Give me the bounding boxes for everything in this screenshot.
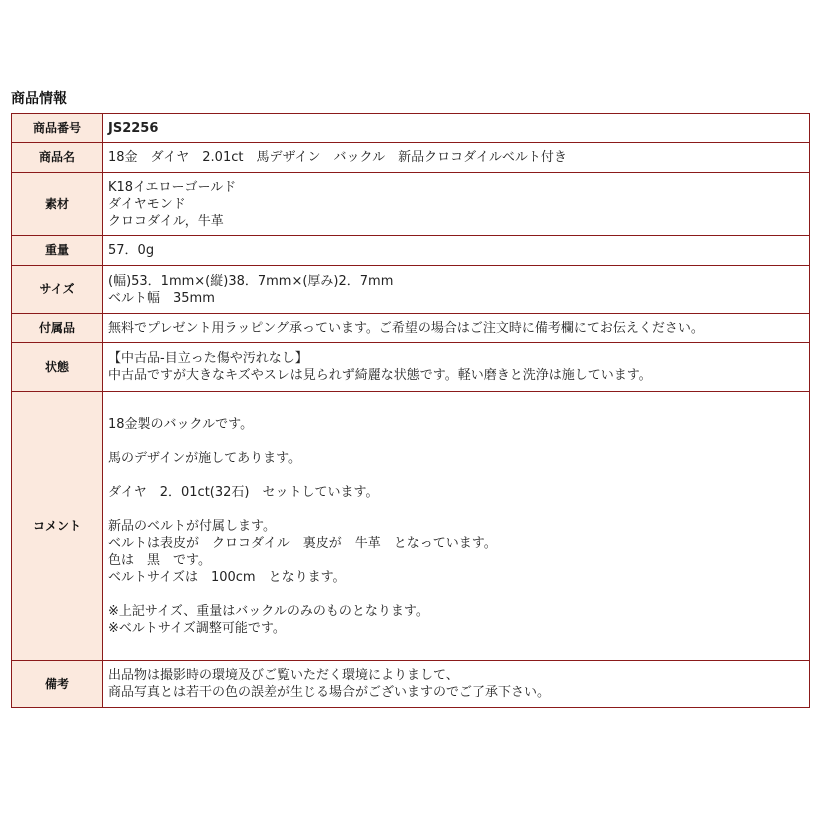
condition-line: 【中古品-目立った傷や汚れなし】: [108, 351, 308, 366]
comment-value: [103, 392, 810, 661]
accessories-label: 付属品: [12, 314, 103, 343]
remarks-value: [103, 661, 810, 708]
weight-value: 57．0g: [103, 236, 810, 266]
material-label: 素材: [12, 173, 103, 236]
comment-label: コメント: [12, 392, 103, 661]
comment-line: ベルトは表皮が クロコダイル 裏皮が 牛革 となっています。: [108, 535, 497, 551]
condition-line: 中古品ですが大きなキズやスレは見られず綺麗な状態です。軽い磨きと洗浄は施しています。: [108, 368, 652, 383]
comment-line: 馬のデザインが施してあります。: [108, 450, 302, 466]
accessories-value: 無料でプレゼント用ラッピング承っています。ご希望の場合はご注文時に備考欄にてお伝えください。: [103, 314, 810, 343]
comment-line: ※ベルトサイズ調整可能です。: [108, 620, 286, 636]
comment-line: 18金製のバックルです。: [108, 416, 254, 432]
comment-line: ダイヤ 2．01ct(32石) セットしています。: [108, 484, 379, 500]
product-number-label: 商品番号: [12, 114, 103, 143]
row-condition: [12, 343, 810, 392]
section-title: 商品情報: [11, 91, 67, 107]
comment-line: ※上記サイズ、重量はバックルのみのものとなります。: [108, 603, 429, 619]
row-weight: [12, 236, 810, 266]
product-name-label: 商品名: [12, 143, 103, 173]
row-accessories: [12, 314, 810, 343]
condition-value: [103, 343, 810, 392]
product-name-value: 18金 ダイヤ 2.01ct 馬デザイン バックル 新品クロコダイルベルト付き: [103, 143, 810, 173]
product-number-value: JS2256: [103, 114, 810, 143]
comment-spacer: [108, 467, 805, 484]
row-remarks: [12, 661, 810, 708]
size-value: [103, 266, 810, 314]
product-info-table: [11, 113, 810, 708]
remarks-line: 商品写真とは若干の色の誤差が生じる場合がございますのでご了承下さい。: [108, 685, 551, 700]
material-line: ダイヤモンド: [108, 196, 186, 212]
material-line: クロコダイル，牛革: [108, 213, 224, 229]
weight-label: 重量: [12, 236, 103, 266]
comment-spacer: [108, 433, 805, 450]
row-comment: [12, 392, 810, 661]
remarks-label: 備考: [12, 661, 103, 708]
remarks-line: 出品物は撮影時の環境及びご覧いただく環境によりまして、: [108, 668, 459, 683]
row-product-name: [12, 143, 810, 173]
condition-label: 状態: [12, 343, 103, 392]
row-product-number: [12, 114, 810, 143]
comment-line: ベルトサイズは 100cm となります。: [108, 569, 346, 585]
comment-spacer: [108, 501, 805, 518]
comment-line: 色は 黒 です。: [108, 552, 211, 568]
size-line: (幅)53．1mm×(縦)38．7mm×(厚み)2．7mm: [108, 273, 394, 289]
comment-spacer: [108, 586, 805, 603]
material-line: K18イエローゴールド: [108, 179, 237, 195]
size-label: サイズ: [12, 266, 103, 314]
row-size: [12, 266, 810, 314]
material-value: [103, 173, 810, 236]
size-line: ベルト幅 35mm: [108, 290, 215, 306]
comment-line: 新品のベルトが付属します。: [108, 518, 276, 534]
row-material: [12, 173, 810, 236]
